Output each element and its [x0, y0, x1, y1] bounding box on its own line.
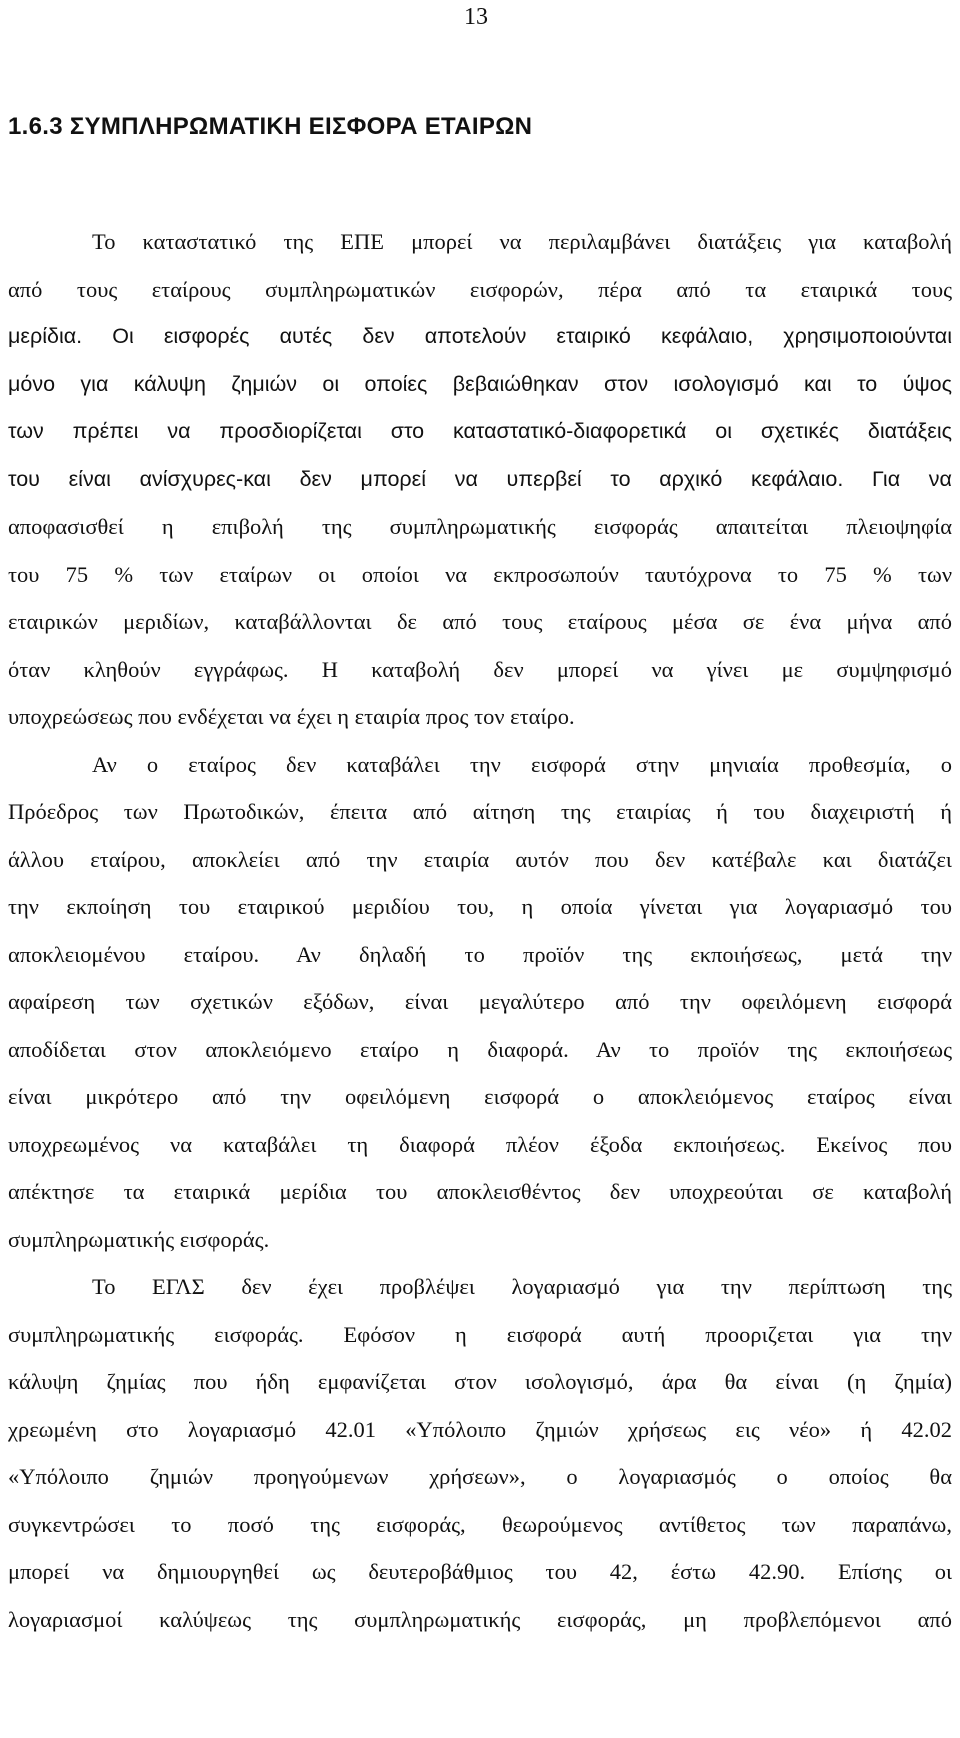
text-line: υποχρεώσεως που ενδέχεται να έχει η εταιρία προς τον εταίρο. [8, 704, 575, 729]
text-line: άλλου εταίρου, αποκλείει από την εταιρία αυτόν που δεν κατέβαλε και διατάζει [8, 846, 952, 872]
text-line: απέκτησε τα εταιρικά μερίδια του αποκλεισθέντος δεν υποχρεούται σε καταβολή [8, 1179, 952, 1204]
text-line: των πρέπει να προσδιορίζεται στο καταστατικό-διαφορετικά οι σχετικές διατάξεις [8, 419, 952, 443]
text-line: Πρόεδρος των Πρωτοδικών, έπειτα από αίτηση της εταιρίας ή του διαχειριστή ή [8, 799, 952, 824]
text-line: αφαίρεση των σχετικών εξόδων, είναι μεγαλύτερο από την οφειλόμενη εισφορά [8, 989, 952, 1014]
section-heading: 1.6.3 ΣΥΜΠΛΗΡΩΜΑΤΙΚΗ ΕΙΣΦΟΡΑ ΕΤΑΙΡΩΝ [8, 113, 533, 140]
text-line: Αν ο εταίρος δεν καταβάλει την εισφορά στην μηνιαία προθεσμία, ο [92, 751, 952, 777]
body-text [8, 218, 952, 1643]
text-line: μερίδια. Οι εισφορές αυτές δεν αποτελούν εταιρικό κεφάλαιο, χρησιμοποιούνται [8, 324, 952, 348]
text-line: συγκεντρώσει το ποσό της εισφοράς, θεωρούμενος αντίθετος των παραπάνω, [8, 1511, 952, 1537]
text-line: την εκποίηση του εταιρικού μεριδίου του, η οποία γίνεται για λογαριασμό του [8, 894, 952, 919]
text-line: Το καταστατικό της ΕΠΕ μπορεί να περιλαμβάνει διατάξεις για καταβολή [92, 229, 952, 254]
text-line: εταιρικών μεριδίων, καταβάλλονται δε από τους εταίρους μέσα σε ένα μήνα από [8, 609, 952, 634]
text-line: αποφασισθεί η επιβολή της συμπληρωματικής εισφοράς απαιτείται πλειοψηφία [8, 514, 952, 539]
text-line: του 75 % των εταίρων οι οποίοι να εκπροσωπούν ταυτόχρονα το 75 % των [8, 561, 952, 587]
text-line: μόνο για κάλυψη ζημιών οι οποίες βεβαιώθηκαν στον ισολογισμό και το ύψος [8, 371, 952, 396]
text-line: «Υπόλοιπο ζημιών προηγούμενων χρήσεων», ο λογαριασμός ο οποίος θα [8, 1464, 952, 1489]
text-line: συμπληρωματικής εισφοράς. [8, 1226, 270, 1252]
text-line: αποδίδεται στον αποκλειόμενο εταίρο η διαφορά. Αν το προϊόν της εκποιήσεως [8, 1036, 952, 1062]
text-line: κάλυψη ζημίας που ήδη εμφανίζεται στον ισολογισμό, άρα θα είναι (η ζημία) [8, 1369, 952, 1394]
text-line: υποχρεωμένος να καταβάλει τη διαφορά πλέον έξοδα εκποιήσεως. Εκείνος που [8, 1131, 952, 1157]
text-line: συμπληρωματικής εισφοράς. Εφόσον η εισφορά αυτή προοριζεται για την [8, 1321, 952, 1347]
text-line: μπορεί να δημιουργηθεί ως δευτεροβάθμιος του 42, έστω 42.90. Επίσης οι [8, 1559, 952, 1584]
page-number: 13 [464, 4, 488, 30]
text-line: χρεωμένη στο λογαριασμό 42.01 «Υπόλοιπο ζημιών χρήσεως εις νέο» ή 42.02 [8, 1416, 952, 1442]
text-line: Το ΕΓΛΣ δεν έχει προβλέψει λογαριασμό για την περίπτωση της [92, 1274, 952, 1299]
text-line: από τους εταίρους συμπληρωματικών εισφορών, πέρα από τα εταιρικά τους [8, 276, 952, 302]
text-line: του είναι ανίσχυρες-και δεν μπορεί να υπερβεί το αρχικό κεφάλαιο. Για να [8, 466, 952, 491]
text-line: λογαριασμοί καλύψεως της συμπληρωματικής εισφοράς, μη προβλεπόμενοι από [8, 1606, 952, 1632]
text-line: αποκλειομένου εταίρου. Αν δηλαδή το προϊόν της εκποιήσεως, μετά την [8, 941, 952, 967]
text-line: όταν κληθούν εγγράφως. Η καταβολή δεν μπορεί να γίνει με συμψηφισμό [8, 656, 952, 682]
text-line: είναι μικρότερο από την οφειλόμενη εισφορά ο αποκλειόμενος εταίρος είναι [8, 1084, 952, 1109]
